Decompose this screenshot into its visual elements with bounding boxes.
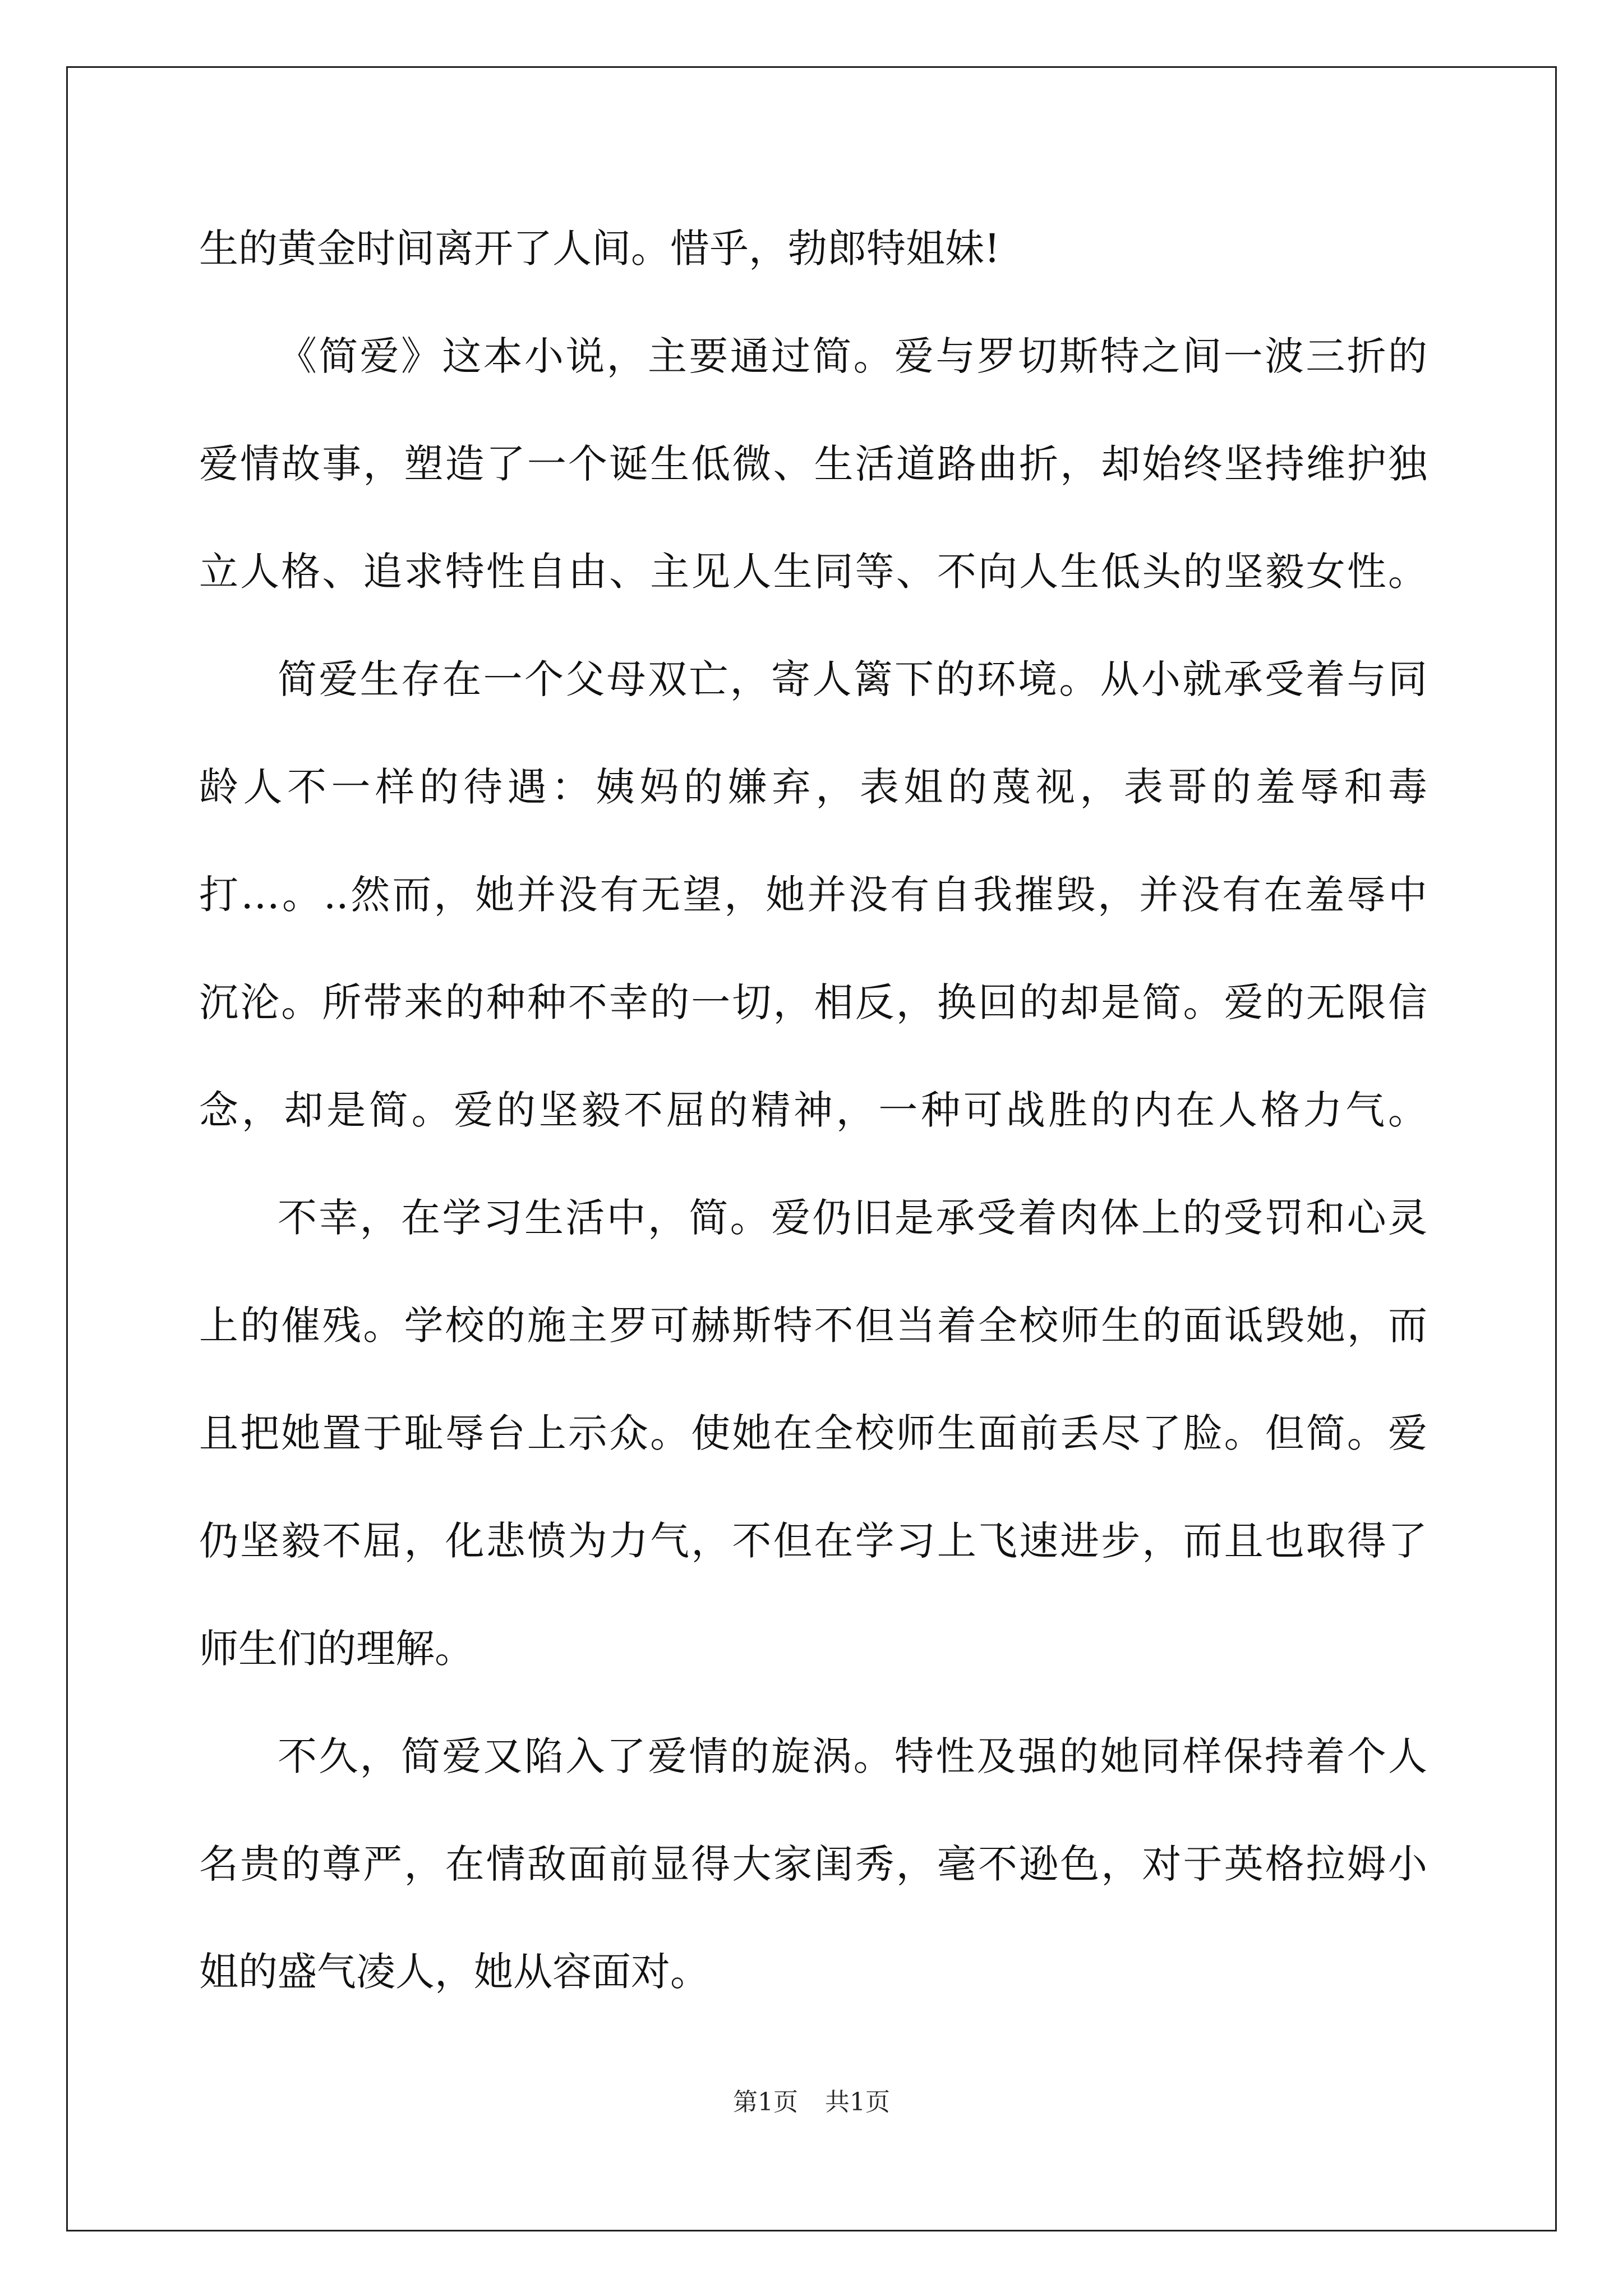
page-number: 第1页: [733, 2088, 798, 2116]
text-line: 生的黄金时间离开了人间。惜乎，勃郎特姐妹!: [199, 226, 1000, 272]
text-line: 沉沦。所带来的种种不幸的一切，相反，换回的却是简。爱的无限信: [199, 979, 1427, 1025]
text-line: 仍坚毅不屈，化悲愤为力气，不但在学习上飞速进步，而且也取得了: [199, 1518, 1427, 1564]
text-line: 《简爱》这本小说，主要通过简。爱与罗切斯特之间一波三折的: [278, 333, 1427, 379]
document-body: [199, 222, 1427, 2053]
text-line: 打…。..然而，她并没有无望，她并没有自我摧毁，并没有在羞辱中: [199, 872, 1427, 918]
text-line: 念，却是简。爱的坚毅不屈的精神，一种可战胜的内在人格力气。: [199, 1087, 1427, 1133]
text-line: 姐的盛气凌人，她从容面对。: [199, 1949, 709, 1995]
text-line: 名贵的尊严，在情敌面前显得大家闺秀，毫不逊色，对于英格拉姆小: [199, 1841, 1427, 1887]
text-line: 爱情故事，塑造了一个诞生低微、生活道路曲折，却始终坚持维护独: [199, 441, 1427, 487]
text-line: 龄人不一样的待遇：姨妈的嫌弃，表姐的蔑视，表哥的羞辱和毒: [199, 764, 1427, 810]
text-line: 不幸，在学习生活中，简。爱仍旧是承受着肉体上的受罚和心灵: [278, 1195, 1427, 1241]
text-line: 立人格、追求特性自由、主见人生同等、不向人生低头的坚毅女性。: [199, 549, 1427, 595]
text-line: 简爱生存在一个父母双亡，寄人篱下的环境。从小就承受着与同: [278, 656, 1427, 702]
text-line: 上的催残。学校的施主罗可赫斯特不但当着全校师生的面诋毁她，而: [199, 1303, 1427, 1349]
text-line: 师生们的理解。: [199, 1626, 474, 1672]
text-line: 且把她置于耻辱台上示众。使她在全校师生面前丢尽了脸。但简。爱: [199, 1410, 1427, 1456]
page-footer: [0, 2086, 1623, 2119]
page-total: 共1页: [825, 2088, 890, 2116]
text-line: 不久，简爱又陷入了爱情的旋涡。特性及强的她同样保持着个人: [278, 1733, 1427, 1779]
